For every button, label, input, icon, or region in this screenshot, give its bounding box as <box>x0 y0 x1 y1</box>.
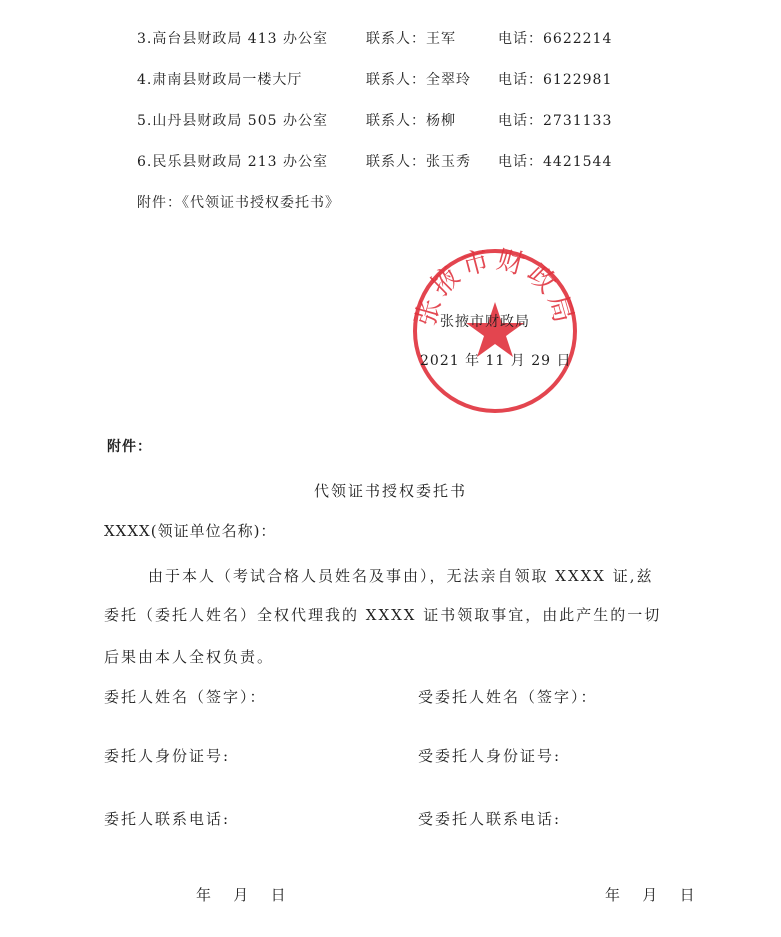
office-place: 5.山丹县财政局 505 办公室 <box>137 113 328 129</box>
office-phone: 电话：6122981 <box>498 72 613 88</box>
office-row <box>0 110 781 130</box>
office-contact: 联系人：全翠玲 <box>366 72 471 88</box>
office-row <box>0 28 781 48</box>
attachment-line: 附件：《代领证书授权委托书》 <box>137 195 340 211</box>
field-label: 委托人联系电话: <box>104 810 231 828</box>
seal-text: 张掖市财政局 <box>409 244 581 330</box>
paragraph-line: 委托（委托人姓名）全权代理我的 XXXX 证书领取事宜，由此产生的一切 <box>104 606 662 624</box>
office-contact: 联系人：张玉秀 <box>366 154 471 170</box>
paragraph-line: 由于本人（考试合格人员姓名及事由），无法亲自领取 XXXX 证,兹 <box>148 567 654 585</box>
office-place: 3.高台县财政局 413 办公室 <box>137 31 328 47</box>
field-label: 委托人身份证号: <box>104 747 231 765</box>
appendix-label: 附件： <box>107 439 152 455</box>
official-seal <box>408 244 582 418</box>
office-row <box>0 69 781 89</box>
paragraph-line: 后果由本人全权负责。 <box>104 648 275 666</box>
form-title: 代领证书授权委托书 <box>313 482 467 500</box>
field-label: 受委托人姓名（签字）： <box>418 688 598 706</box>
office-place: 6.民乐县财政局 213 办公室 <box>137 154 328 170</box>
office-phone: 电话：2731133 <box>498 113 613 129</box>
office-place: 4.肃南县财政局一楼大厅 <box>137 72 303 88</box>
office-phone: 电话：6622214 <box>498 31 613 47</box>
signature-org: 张掖市财政局 <box>440 314 530 330</box>
field-label: 受委托人联系电话: <box>418 810 562 828</box>
office-contact: 联系人：王军 <box>366 31 456 47</box>
seal-graphic <box>408 244 582 418</box>
field-label: 委托人姓名（签字）： <box>104 688 267 706</box>
date-left: 年 月 日 <box>196 886 288 904</box>
office-contact: 联系人：杨柳 <box>366 113 456 129</box>
office-phone: 电话：4421544 <box>498 154 613 170</box>
office-row <box>0 151 781 171</box>
date-right: 年 月 日 <box>605 886 697 904</box>
addressee: XXXX(领证单位名称)： <box>104 522 277 540</box>
signature-date: 2021 年 11 月 29 日 <box>420 353 572 369</box>
field-label: 受委托人身份证号: <box>418 747 562 765</box>
